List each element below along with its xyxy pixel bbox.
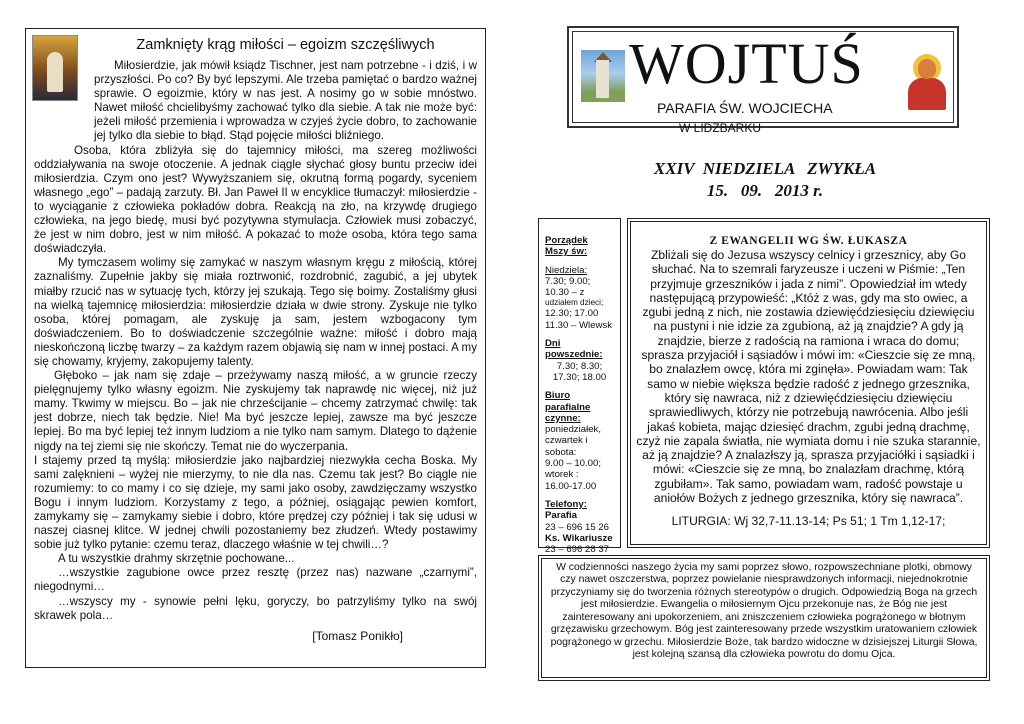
phone-label: Parafia: [545, 510, 577, 522]
phones-label: Telefony:: [545, 498, 587, 510]
sunday-times: 12.30; 17.00: [545, 308, 599, 320]
article-image: [32, 35, 78, 101]
gospel-box: [627, 218, 990, 548]
reflection-text: W codzienności naszego życia my sami poprzez słowo, rozpowszechniane plotki, obmowy czy nawet oszczerstwa, poprzez powielanie niesprawdzonych informacji, niejednokrotnie przyczyniamy się do tworzenia różnych stereotypów o drugich. Odpowiedzią Boga na grzech jest miłosierdzie. Ewangelia o miłosiernym Ojcu przekonuje nas, że Bóg nie jest zainteresowany ani upokorzeniem, ani zniszczeniem człowieka pogrążonego w błotnym grzęzawisku grzechowym. Bóg jest zainteresowany przede wszystkim uratowaniem człowiek pogrążonego w grzechu. Miłosierdzie Boże, tak bardzo widoczne w dzisiejszej Liturgii Słowa, jest kolejną szansą dla człowieka powrotu do domu Ojca.: [550, 562, 978, 661]
sunday-date: 15. 09. 2013 r.: [706, 181, 824, 200]
phone-number: 23 – 696 15 26: [545, 521, 610, 533]
weekday-times: 17.30; 18.00: [552, 371, 607, 383]
weekday-times: 7.30; 8.30;: [556, 360, 603, 372]
article-paragraph: …wszystkie zagubione owce przez resztę (przez nas) nazwane „czarnymi”, niegodnymi…: [34, 566, 477, 594]
article-body: [34, 59, 477, 623]
parish-name: PARAFIA ŚW. WOJCIECHA: [657, 100, 833, 116]
sunday-times: 7.30; 9.00;: [545, 275, 591, 287]
office-days: poniedziałek,: [545, 424, 602, 436]
sunday-note: udziałem dzieci;: [545, 298, 604, 308]
article-box: [25, 28, 486, 668]
sunday-label: Niedziela:: [545, 264, 588, 276]
office-hours: 16.00-17.00: [545, 480, 597, 492]
article-paragraph: My tymczasem wolimy się zamykać w naszym własnym kręgu z miłością, której zaznaliśmy. Zupełnie jakby się miała roztrwonić, rozdrobnić, zagubić, a jej ubytek miałby rzucić nas w sytuację tych, którzy jej szukają. Tego się boimy. Zostaliśmy głusi na wielką tajemnicę miłosierdzia: miłosierdzie działa w dwie strony. Zyskuje nie tylko osoba, której pomagam, ale zyskuję ja sam, jestem wzbogacony tym doświadczeniem. Bo to doświadczenie szczególnie ważne: miłość i dobro mają nieskończoną liczbę twarzy – za każdym razem objawią się nam w innej postaci. A my się chowamy, kryjemy, zakopujemy talenty.: [34, 256, 477, 368]
saint-image: [904, 54, 950, 112]
reflection-box: [538, 555, 990, 681]
parish-town: W LIDZBARKU: [679, 121, 762, 135]
newsletter-title: WOJTUŚ: [629, 31, 864, 96]
schedule-heading: Porządek: [545, 235, 588, 246]
sunday-times: 11.30 – Wlewsk: [545, 319, 613, 331]
gospel-text: Zbliżali się do Jezusa wszyscy celnicy i grzesznicy, aby Go słuchać. Na to szemrali faryzeusze i uczeni w Piśmie: „Ten przyjmuje grzeszników i jada z nimi”. Opowiedział im wtedy następującą przypowieść: „Któż z was, gdy ma sto owiec, a zgubi jedną z nich, nie zostawia dziewięćdziesięciu dziewięciu na pustyni i nie idzie za zgubioną, aż ją znajdzie? A gdy ją znajdzie, bierze z radością na ramiona i wraca do domu; sprasza przyjaciół i sąsiadów i mówi im: «Cieszcie się ze mną, bo znalazłem owcę, która mi zginęła». Powiadam wam: Tak samo w niebie większa będzie radość z jednego grzesznika, który się nawraca, niż z dziewięćdziesięciu dziewięciu sprawiedliwych, którzy nie potrzebują nawrócenia. Albo jeśli jakaś kobieta, mając dziesięć drachm, zgubi jedną drachmę, czyż nie zapala światła, nie wymiata domu i nie szuka starannie, aż ją znajdzie? A znalazłszy ją, sprasza przyjaciółki i sąsiadki i mówi: «Cieszcie się ze mną, bo znalazłam drachmę, którą zgubiłam». Tak samo, powiadam wam, radość powstaje u aniołów Bożych z jednego grzesznika, który się nawraca”.: [636, 248, 981, 506]
schedule-heading: Mszy św:: [545, 246, 588, 258]
office-days: sobota:: [545, 446, 577, 458]
article-paragraph: Miłosierdzie, jak mówił ksiądz Tischner, jest nam potrzebne - i dziś, i w przyszłości. Po co? By być lepszymi. Ale trzeba pamiętać o bardzo ważnej sprawie. O egoizmie, który w nas jest. A nosimy go w sobie mnóstwo. Nawet miłość chcielibyśmy zachować tylko dla siebie. A tak nie może być: jeżeli miłość przemienia i wprowadza w czyjeś życie dobro, to zachowanie jej tylko dla siebie to błąd. Stąd pojęcie miłości bliźniego.: [94, 59, 477, 143]
article-paragraph: Osoba, która zbliżyła się do tajemnicy miłości, ma szereg możliwości oddziaływania na swoje otoczenie. A jednak ciągle słychać głosy buntu przeciw idei miłosierdzia. Czym ono jest? Wywyższaniem się, okrutną formą pogardy, syceniem własnego „ego” – padają zarzuty. Bł. Jan Paweł II w encyklice tłumaczył: miłosierdzie - to wyciąganie z człowieka pokładów dobra. Reakcją na zło, na krzywdę drugiego człowieka, na jego biedę, musi być pozytywna stymulacja. Człowiek musi zobaczyć, że jest w nim dobro, jest w nim miłość. A pokazać to może osoba, która tego sama doświadczyła.: [34, 143, 477, 256]
article-title: Zamknięty krąg miłości – egoizm szczęśliwych: [136, 37, 435, 53]
sunday-heading: [600, 158, 930, 202]
article-paragraph: A tu wszystkie drahmy skrzętnie pochowane...: [58, 552, 295, 566]
office-label: czynne:: [545, 412, 581, 424]
office-days: wtorek :: [545, 469, 579, 481]
article-signature: [Tomasz Ponikło]: [312, 628, 403, 643]
sunday-name: XXIV NIEDZIELA ZWYKŁA: [653, 159, 877, 178]
article-paragraph: Głęboko – jak nam się zdaje – przeżywamy naszą miłość, a w gruncie rzeczy pielęgnujemy tylko własny egoizm. Nie zyskujemy tak naprawdę nic więcej, niż już mamy. Tkwimy w miejscu. Bo – jak nie chrześcijanie – chcemy zatrzymać chwilę: tak jest dobrze, niech tak będzie. Nie! Ma być jeszcze lepiej, zawsze ma być jeszcze lepiej. Bo ma być lepiej też innym ludziom a nie tylko nam samym. Dlatego to dążenie nigdy na tej ziemi się nie skończy. Temat nie do wyczerpania.: [34, 369, 477, 453]
sunday-times: 10.30 – z: [545, 287, 585, 299]
office-hours: 9.00 – 10.00;: [545, 458, 602, 470]
church-image: [581, 50, 625, 102]
weekday-label: Dni powszednie:: [545, 338, 603, 361]
phone-label: Ks. Wikariusze: [545, 532, 613, 544]
masthead: [567, 26, 959, 135]
office-label: Biuro parafialne: [545, 390, 591, 413]
article-paragraph: I stajemy przed tą myślą: miłosierdzie jako najbardziej niezwykła cecha Boska. My sami zalęknieni – wyżej nie mierzymy, to nie dla nas. Czemu tak jest? Bo ciągle nie rozumiemy: to co mamy i co się dzieje, my sami jako osoby, zawdzięczamy wszystko Bogu i innym ludziom. Korzystamy z tego, a później, osiągając pewien komfort, zamykamy się – zamykamy siebie i dobro, które prędzej czy później i tak się udusi w naszej ciasnej klitce. W jednej chwili pozostaniemy bez złudzeń. Wtedy postawimy sobie już tylko pytanie: czemu teraz, dlaczego właśnie w tej chwili…?: [34, 453, 477, 552]
gospel-heading: Z EWANGELII WG ŚW. ŁUKASZA: [709, 235, 908, 247]
phone-number: 23 – 696 28 37: [545, 544, 610, 556]
office-days: czwartek i: [545, 435, 588, 447]
schedule-box: [538, 218, 621, 556]
article-paragraph: …wszyscy my - synowie pełni lęku, goryczy, bo patrzyliśmy tylko na swój skrawek pola…: [34, 594, 477, 622]
liturgy-readings: LITURGIA: Wj 32,7-11.13-14; Ps 51; 1 Tm 1,12-17;: [671, 514, 946, 529]
